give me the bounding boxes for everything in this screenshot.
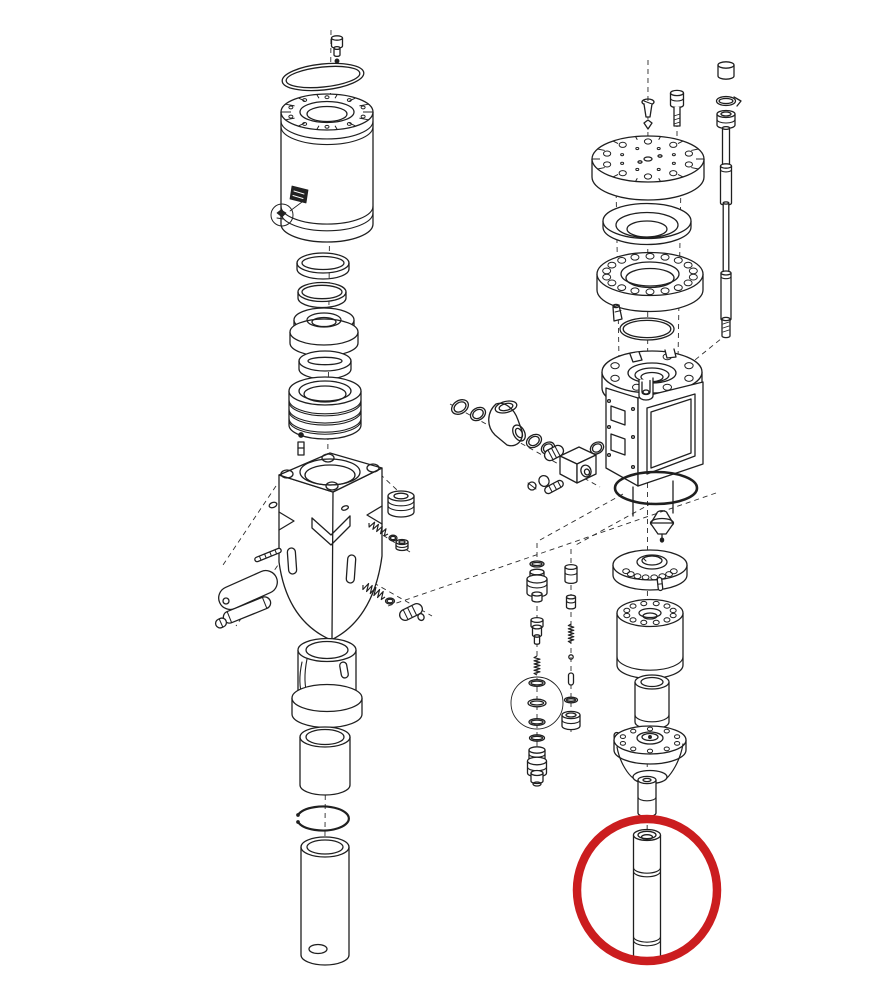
part-ring-upper xyxy=(297,253,349,279)
part-elbow-fitting xyxy=(489,399,528,446)
part-set-screw xyxy=(642,99,654,129)
part-piston xyxy=(634,830,661,962)
part-valve-body xyxy=(602,349,703,516)
part-seal-stack xyxy=(289,377,361,439)
part-spool-washer-3 xyxy=(528,699,546,707)
part-ring-gear-flange xyxy=(597,253,703,312)
part-spool-fitting xyxy=(527,569,547,602)
part-ratchet-bushing xyxy=(292,639,362,728)
part-thrust-ring xyxy=(299,351,351,379)
part-shank-tube xyxy=(301,837,349,965)
part-bottom-flange xyxy=(614,726,686,784)
part-side-washer-1 xyxy=(389,535,397,541)
part-spool-spring xyxy=(534,656,540,675)
part-snap-ring xyxy=(297,806,349,830)
part-pin-b xyxy=(569,673,574,685)
part-spool-washer-5 xyxy=(530,735,545,741)
part-ring-lower xyxy=(298,283,346,308)
part-top-oring xyxy=(281,60,365,94)
part-rotor-cylinder xyxy=(617,600,683,679)
guide-line-5 xyxy=(540,494,623,540)
part-nut-b xyxy=(562,711,580,729)
right-assembly xyxy=(449,62,741,962)
part-inner-bushing xyxy=(300,727,350,795)
part-bearing-pin xyxy=(657,577,663,590)
part-adapter-screw xyxy=(528,482,536,490)
left-assembly xyxy=(214,36,425,965)
part-sleeve-b xyxy=(565,565,577,584)
diagram-canvas xyxy=(40,16,878,967)
part-valve-spool xyxy=(531,618,543,645)
part-adapter-bolt xyxy=(537,474,564,495)
part-cylinder-housing xyxy=(268,453,382,640)
part-spool-washer-2 xyxy=(529,680,545,687)
part-side-washer-2 xyxy=(386,598,395,604)
part-spool-plug xyxy=(528,747,547,786)
part-spool-washer-1 xyxy=(530,561,544,567)
part-piston-upper xyxy=(638,776,656,816)
part-dowel-pin xyxy=(298,433,304,455)
part-head-cap xyxy=(592,136,704,200)
part-diaphragm-cup xyxy=(603,204,691,245)
exploded-parts-diagram xyxy=(40,16,878,967)
guide-line-10 xyxy=(690,334,727,364)
part-plug-screw xyxy=(398,602,425,622)
part-spring-pin xyxy=(254,548,282,563)
part-washer-b xyxy=(565,697,578,703)
part-gas-valve-plug xyxy=(332,36,343,63)
part-oring-mid xyxy=(620,318,674,340)
part-lock-nut xyxy=(388,491,414,517)
part-ball-bearing xyxy=(613,550,687,590)
parts-layer xyxy=(214,36,741,965)
part-spool-washer-4 xyxy=(529,719,545,726)
part-fitting-b xyxy=(567,595,576,609)
part-elbow-orings-left xyxy=(449,397,488,424)
part-side-nut-1 xyxy=(396,540,408,551)
part-through-rod xyxy=(717,62,742,338)
part-lower-bushing xyxy=(635,675,669,729)
part-adapter-block xyxy=(543,443,596,483)
part-accumulator-cylinder xyxy=(271,94,373,242)
part-flanged-bushing xyxy=(290,308,358,356)
guide-line-7 xyxy=(574,503,652,546)
part-socket-bolt xyxy=(671,90,684,126)
part-poppet-valve xyxy=(651,511,674,542)
